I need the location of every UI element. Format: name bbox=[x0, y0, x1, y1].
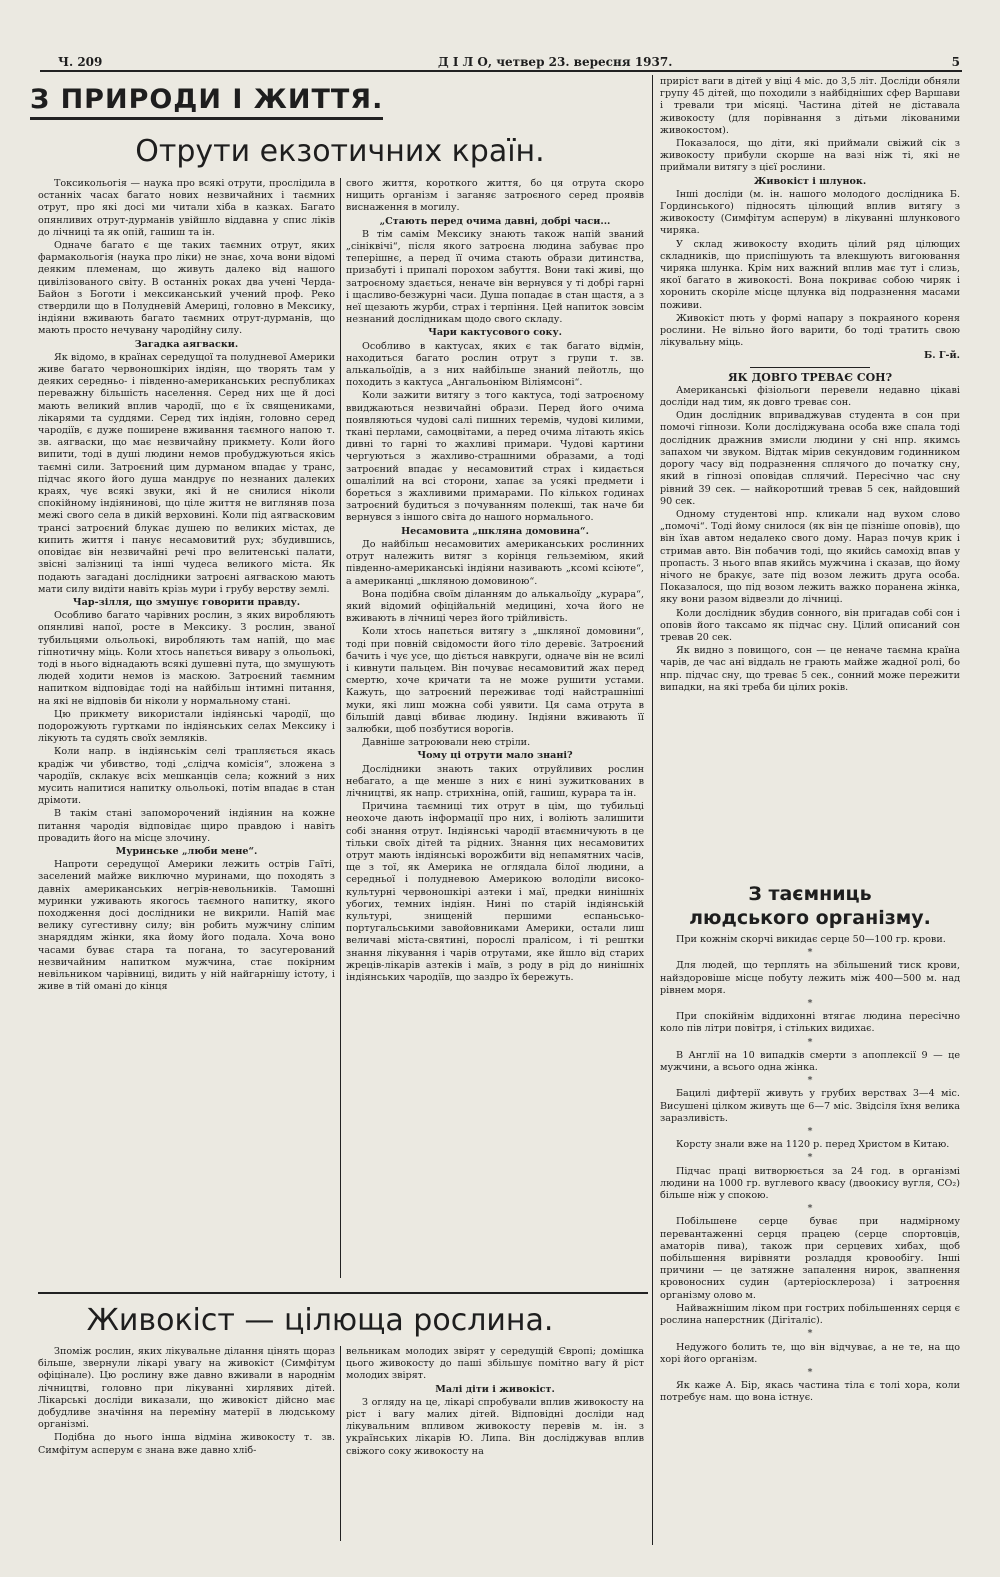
article1-title: Отрути екзотичних країн. bbox=[135, 134, 545, 169]
separator-star: * bbox=[807, 1366, 813, 1378]
separator-star: * bbox=[807, 1075, 813, 1087]
paragraph: Зпоміж рослин, яких лікувальне ділання цінять щораз більше, звернули лікарі увагу на живокіст (Симфітум офіцінале). Цю рослину вже давно вживали в народнім лічництві, головно при лікуванні хирлявих дітей. Лікарські досліди виказали, що живокіст дійсно має добудливе значіння на переміну матерії в людському організмі. bbox=[38, 1346, 335, 1431]
right-column-top bbox=[660, 76, 960, 876]
list-item: Для людей, що терплять на збільшений тиск крови, найздоровіше місце побуту лежить між 400—500 м. над рівнем моря. bbox=[660, 960, 960, 996]
paragraph: Як видно з повищого, сон — це неначе таємна країна чарів, де час ані віддаль не грають майже жадної ролі, бо нпр. підчас сну, що треває 5 сек., сонний може пережити випадки, на які треба би цілих років. bbox=[660, 645, 960, 693]
article1-column-2 bbox=[346, 178, 644, 1278]
subheading: „Стають перед очима давні, добрі часи... bbox=[379, 215, 611, 227]
article3-title: ЯК ДОВГО ТРЕВАЄ СОН? bbox=[727, 370, 893, 384]
subheading: Живокіст і шлунок. bbox=[753, 175, 867, 187]
issue-number: Ч. 209 bbox=[58, 55, 103, 69]
separator-star: * bbox=[807, 947, 813, 959]
subheading: Несамовита „шкляна домовина“. bbox=[401, 525, 589, 537]
paragraph: Давніше затроювали нею стріли. bbox=[362, 737, 531, 749]
paragraph: Одначе багато є ще таких таємних отрут, яких фармакольогія (наука про ліки) не знає, хоча вони відомі деяким племенам, що живуть далеко від нашого цивілізованого світу. В останніх роках два учені Черда-Байон з Боготи і мексиканський учений проф. Реко ствердили що в Полудневій Америці, головно в Мексику, індіяни вживають багато таємних отрут-дурманів, що мають просто нечувану чародійну силу. bbox=[38, 240, 335, 337]
paragraph: Цю прикмету використали індіянські чародії, що подорожують гуртками по індіянських селах Мексику і лікують та судять своїх земляків. bbox=[38, 708, 335, 745]
article4-title-line-2: людського організму. bbox=[689, 907, 931, 929]
list-item: Недужого болить те, що він відчуває, а не те, на що хорі його організм. bbox=[660, 1341, 960, 1365]
paragraph: Американські фізіольоги перевели недавно цікаві досліди над тим, як довго треває сон. bbox=[660, 384, 960, 409]
paragraph: Коли хтось напється витягу з „шкляної домовини“, тоді при повній свідомости його тіло деревіє. Затроєний бачить і чує усе, що діється навкруги, одначе він не всилі і кивнути пальцем. Він почуває несамовитий жах перед смертю, хоче кричати та не може рушити устами. Кажуть, що затроєний переживає тоді найстрашніші муки, які лиш можна собі уявити. Ця сама отрута в більшій давці вбиває людину. Індіяни вживають її залюбки, щоб позбутися ворогів. bbox=[346, 626, 644, 735]
short-rule bbox=[750, 367, 870, 368]
paragraph: Одному студентові нпр. кликали над вухом слово „помочі“. Тоді йому снилося (як він це пізніше оповів), що він їхав автом недалеко свого дому. Нараз почув крик і стримав авто. Він побачив тоді, що якийсь самохід впав у пропасть. З нього впав якийсь мужчина і сказав, що йому нічого не бракує, зате під возом лежить друга особа. Показалося, що під возом лежить важко поранена жінка, яку вони разом відвезли до лічниці. bbox=[660, 508, 960, 606]
column-rule bbox=[340, 178, 341, 1278]
subheading: Загадка аягваски. bbox=[134, 338, 239, 350]
subheading: Чар-зілля, що змушує говорити правду. bbox=[72, 596, 301, 608]
list-item: При спокійнім віддихоннi втягає людина пересічно коло пів літри повітря, і стільких видихає. bbox=[660, 1011, 960, 1035]
paragraph: Дослідники знають таких отруйливих рослин небагато, а ще менше з них є нині зужиткованих в лічництві, як напр. стрихніна, опій, гашиш, курара та ін. bbox=[346, 763, 644, 799]
list-item: Як каже А. Бір, якась частина тіла є толі хора, коли потребує нам. що вона істнує. bbox=[660, 1380, 960, 1404]
paragraph: свого життя, короткого життя, бо ця отрута скоро нищить організм і заганяє затроєного серед проявів виснаження в могилу. bbox=[346, 178, 644, 214]
paragraph: Причина таємниці тих отрут в цім, що тубильці неохоче дають інформації про них, і воліють залишити собі знання отрут. Індіянські чародії втаємничують в це тільки своїх дітей та рідних. Знання цих несамовитих отрут мають індіянські ворожбити від непамятних часів, ще з тої, як Америка не оглядала білої людини, а середньої і полудневою Америкою володіли високо-культурні червоношкірі азтеки і маї, предки нинішніх убогих, темних індіян. Нині по старій індіянській культурі, знищеній першими еспаньсько-португальськими завойовниками Америки, остали лиш величаві міста-святині, порослі пралісом, і ті рештки знання лікування і чарів отрутами, яке йшло від старих жреців-лікарів азтеків і маїв, з роду в рід до нинішніх індіянських чародіїв, що заздро їх бережуть. bbox=[346, 801, 644, 983]
article4-title-line-1: З таємниць bbox=[748, 883, 872, 905]
page-number: 5 bbox=[951, 55, 960, 69]
paragraph: В такім стані запоморочений індіянин на кожне питання чародія відповідає щиро правдою і навіть провадить його на місце злочину. bbox=[38, 808, 335, 844]
paragraph: приріст ваги в дітей у віці 4 міс. до 3,5 літ. Досліди обняли групу 45 дітей, що походили з найбідніших сфер Варшави і тревали три місяці. Частина дітей не діставала живокосту (для порівнання з дітьми лікованими живокостом). bbox=[660, 76, 960, 136]
list-item: Побільшене серце буває при надмірному перевантаженні серця працею (серце спортовців, аматорів пива), також при серцевих хибах, щоб побільшення вирівняти розладдя кровообігу. Інші причини — це затяжне запалення нирок, звапнення кровоносних судин (артеріосклероза) і затроєння організму олово м. bbox=[660, 1216, 960, 1301]
masthead: Д І Л О, четвер 23. вересня 1937. bbox=[438, 55, 673, 69]
header-rule bbox=[40, 70, 962, 72]
paragraph: вельникам молодих звірят у середущій Європі; домішка цього живокосту до паші збільшує помітно вагу й ріст молодих звірят. bbox=[346, 1346, 644, 1382]
separator-star: * bbox=[807, 1126, 813, 1138]
separator-star: * bbox=[807, 998, 813, 1010]
subheading: Муринське „люби мене“. bbox=[115, 845, 258, 857]
paragraph: Вона подібна своїм діланням до алькальоїду „курара“, який відомий офіційальній медицині, хоча його не вживають в лічниці через його трійливість. bbox=[346, 588, 644, 625]
list-item: Найважнішим ліком при гострих побільшеннях серця є рослина наперстник (Дігіталіс). bbox=[660, 1302, 960, 1327]
paragraph: Інші досліди (м. ін. нашого молодого дослідника Б. Гординського) підносять цілющий вплив витягу з живокосту (Симфітум асперум) в лікуванні шлункового чиряка. bbox=[660, 188, 960, 237]
article4-body bbox=[660, 934, 960, 1546]
article2-column-1 bbox=[38, 1346, 335, 1546]
subheading: Малі діти і живокіст. bbox=[435, 1383, 555, 1395]
paragraph: Показалося, що діти, які приймали свіжий сік з живокосту прибули скорше на вазі ніж ті, які не приймали витягу з цієї рослини. bbox=[660, 138, 960, 174]
paragraph: Токсикольогія — наука про всякі отрути, прослідила в останніх часах багато нових незвичайних і таємних отрут, про які досі ми читали хіба в казках. Багато опянливих отрут-дурманів увійшло віддавна у спис ліків до лічниці та як опій, гашиш та ін. bbox=[38, 178, 335, 238]
paragraph: Напроти середущої Америки лежить острів Гаїті, заселений майже виключно муринами, що походять з давніх американських негрів-невольників. Тамошні муринки уживають якогось таємного напитку, якого походження досі дослідники не викрили. Напій має велику сугестивну силу; він робить мужчину сліпим знаряддям жінки, яка йому його подала. Хоча воно часами буває стара та погана, то засугерований незвичайним напитком мужчина, стає покірним невільником чарівниці, видить у ній найгарнішу істоту, і живе в тій омані до кінця bbox=[38, 859, 335, 993]
paragraph: Особливо в кактусах, яких є так багато відмін, находиться багато рослин отрут з групи т. зв. алькальоїдів, а з них найбільше знаний пейотль, що походить з кактуса „Ангальоніюм Віліямсоні“. bbox=[346, 340, 644, 389]
paragraph: У склад живокосту входить цілий ряд цілющих складників, що приспішують та влекшують вигоювання чиряка шлунка. Крім них важний вплив має тут і слизь, якої багато в живокості. Вона покриває собою чиряк і хоронить скоріле місце щлунка від подразнення масами поживи. bbox=[660, 238, 960, 311]
article4-title bbox=[660, 882, 960, 930]
list-item: Підчас праці витворюється за 24 год. в організмі людини на 1000 гр. вуглевого квасу (двоокису вугля, CO₂) більше ніж у спокою. bbox=[660, 1165, 960, 1202]
paragraph: В тім самім Мексику знають також напій званий „сініквічі“, після якого затроєна людина забуває про теперішнє, а перед її очима стають образи дитинства, призабуті і припалі порохом забуття. Вони такі живі, що затроєному здається, неначе він вернувся у ті добрі гарні і щасливо-безжурні часи. Душа попадає в стан щастя, а з неї щезають журби, страх і терпіння. Цей напиток зовсім незнаний дослідникам щодо свого складу. bbox=[346, 228, 644, 326]
list-item: Бацилі дифтерії живуть у грубих верствах 3—4 міс. Висушені цілком живуть ще 6—7 міс. Звідсіля їхня велика заразливість. bbox=[660, 1088, 960, 1124]
separator-star: * bbox=[807, 1328, 813, 1340]
separator-star: * bbox=[807, 1152, 813, 1164]
paragraph: Живокіст пють у формі напару з покраяного кореня рослини. Не вільно його варити, бо тоді тратить свою лікувальну міць. bbox=[660, 312, 960, 349]
paragraph: Один дослідник вприваджував студента в сон при помочі гіпнози. Коли досліджувана особа вже спала тоді дослідник дражнив змисли людини у сні нпр. якимсь запахом чи звуком. Відтак мірив секундовим годинником дорогу часу від подразнення сплячого до початку сну, який в гіпнозі оповідав сплячий. Пересічно час сну рівний 39 сек. — найкоротший тревав 5 сек, найдовший 90 сек. bbox=[660, 410, 960, 507]
column-rule bbox=[340, 1346, 341, 1541]
list-item: При кожнім скорчі викидає серце 50—100 гр. крови. bbox=[676, 934, 946, 945]
paragraph: Коли зажити витягу з того кактуса, тоді затроєному ввиджаються незвичайні образи. Перед його очима появляються чудові салі пишних теремів, чудові килими, ткані перлами, самоцвітами, а перед очима літають якісь дивні то гарні то жахливі примари. Чудові картини чергуються з жахливо-страшними образами, а тоді затроєний впадає у несамовитий страх і кидається ошалілий на всі сторони, хапає за усякі предмети і бореться з жахливими примарами. По кількох годинах затроєний будиться з почуванням полекші, так наче би вернувся з іншого світа до нашого нормального. bbox=[346, 390, 644, 524]
column-rule bbox=[652, 75, 653, 1545]
paragraph: З огляду на це, лікарі спробували вплив живокосту на ріст і вагу малих дітей. Відповідні досліди над лікувальним впливом живокосту перевів м. ін. з українських лікарів Ю. Липа. Він досліджував вплив свіжого соку живокосту на bbox=[346, 1396, 644, 1457]
subheading: Чому ці отрути мало знані? bbox=[417, 750, 573, 762]
paragraph: Коли напр. в індіянськім селі трапляється якась крадіж чи убивство, тоді „слідча комісія“, зложена з чародіїв, склакує всіх мешканців села; кожний з них мусить напитися напитку ольольокі, потім впадає в стан дрімоти. bbox=[38, 746, 335, 807]
paragraph: Подібна до нього інша відміна живокосту т. зв. Симфітум асперум є знана вже давно хліб- bbox=[38, 1432, 335, 1456]
separator-star: * bbox=[807, 1036, 813, 1048]
section-title: З ПРИРОДИ І ЖИТТЯ. bbox=[30, 84, 383, 120]
separator-star: * bbox=[807, 1203, 813, 1215]
article-divider bbox=[38, 1292, 648, 1294]
list-item: Корсту знали вже на 1120 р. перед Христом в Китаю. bbox=[676, 1139, 950, 1151]
paragraph: Особливо багато чарівних рослин, з яких виробляють опянливі напої, росте в Мексику. З рослин, званої тубильцями ольольокі, виробляють там напій, що має гіпнотичну міць. Коли хтось напється вивару з ольольокі, тоді в нього віднадають всякі душевні пута, що змушують людей ходити немов із маскою. Затроєний таємним напитком відповідає тоді на найбільш інтимні питання, на які не відповів би ніколи у нормальному стані. bbox=[38, 610, 335, 707]
article2-title: Живокіст — цілюща рослина. bbox=[86, 1303, 554, 1338]
subheading: Чари кактусового соку. bbox=[428, 327, 562, 339]
paragraph: До найбільш несамовитих американських рослинних отрут належить витяг з корінця гельземіюм, який південно-американські індіяни називають „ксомі ксіюте“, а американці „шкляною домовиною“. bbox=[346, 538, 644, 587]
paragraph: Коли дослідник збудив сонного, він пригадав собі сон і оповів його таксамо як підчас сну. Цілий описаний сон тревав 20 сек. bbox=[660, 607, 960, 643]
article1-column-1 bbox=[38, 178, 335, 1273]
paragraph: Як відомо, в країнах середущої та полудневої Америки живе багато червоношкірих індіян, що творять там у деяких середньо- і південно-американських республиках переважну більшість населення. Серед них ще й досі мають великий вплив чародії, що є їх священиками, лікарями та суддями. Серед тих індіян, головно серед чародіїв, є дуже поширене вживання таємного напою т. зв. аягваски, що має незвичайну прикмету. Коли його випити, тоді в душі людини немов пробуджуються якісь таємні сили. Затроєний цим дурманом впадає у транс, підчас якого його душа мандрує по незнаних далеких краях, чує всякі звуки, які й не снилися ніколи спокійному індіянинові, що ціле життя не вигляняв поза межі свого села в дикій верховині. Коли під аягвасковим трансі затроєний блукає душею по великих містах, де кипить життя і панує несамовитий рух; збудившись, оповідає він незвичайні речі про велитенські палати, звісні залізниці та інші чудеса великого міста. Як подають загадані дослідники затроєні аягваскою мають мати силу видіти навіть крізь мури і грубу верству землі. bbox=[38, 351, 335, 595]
signature: Б. Г-й. bbox=[924, 350, 960, 362]
article2-column-2 bbox=[346, 1346, 644, 1546]
list-item: В Англії на 10 випадків смерти з апоплексії 9 — це мужчини, а всього одна жінка. bbox=[660, 1049, 960, 1074]
